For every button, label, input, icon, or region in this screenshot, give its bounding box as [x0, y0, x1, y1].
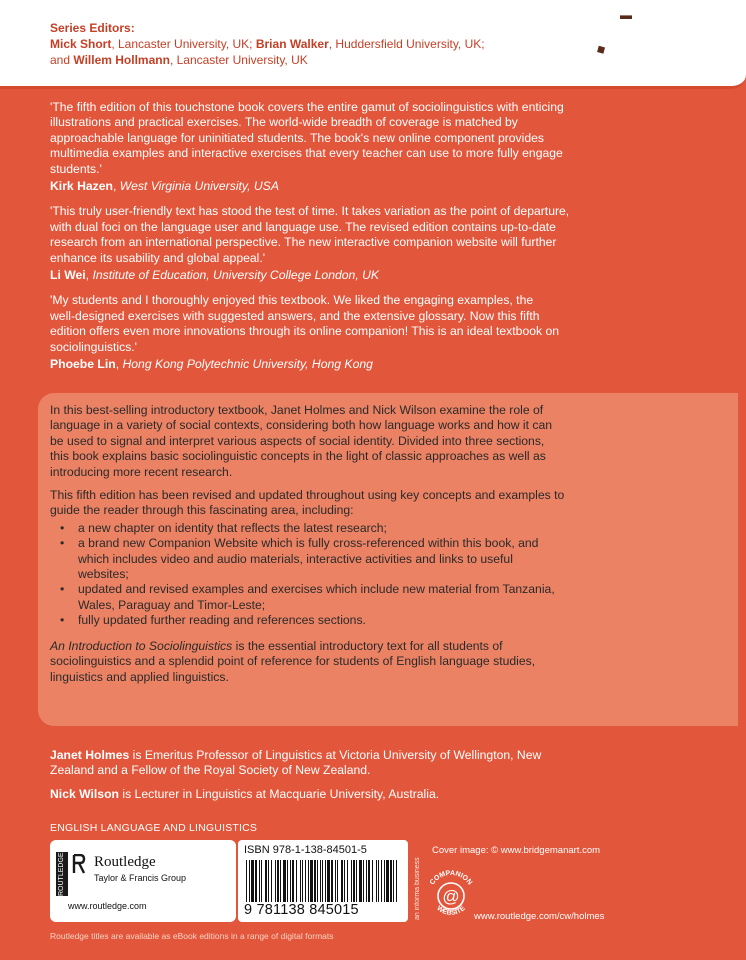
quote-attribution: Kirk Hazen, West Virginia University, USA [50, 179, 279, 194]
quote-affiliation: Hong Kong Polytechnic University, Hong Kong [122, 357, 373, 372]
series-editors [50, 20, 485, 68]
quote-line: approachable language for uninitiated students. The book's new online component provides [50, 130, 545, 145]
quote-line: research from an international perspective. The new interactive companion website will further [50, 235, 557, 250]
editor-name: Mick Short [50, 37, 112, 51]
text-line: updated and revised examples and exercises which include new material from Tanzania, [78, 582, 555, 597]
smudge-mark: ▬ [620, 8, 632, 22]
quote-line: multimedia examples and interactive exercises that every teacher can use to more fully engage [50, 146, 563, 161]
text-line: sociolinguistics and a splendid point of reference for students of English language studies, [50, 654, 536, 669]
review-quote [50, 293, 700, 372]
barcode-number: 9 781138 845015 [244, 902, 359, 918]
bullet-icon: • [60, 613, 65, 628]
description-closing [50, 639, 720, 685]
informa-text: an informa business [414, 857, 421, 920]
book-title: An Introduction to Sociolinguistics [50, 638, 233, 653]
description-panel [38, 393, 738, 726]
review-quote [50, 204, 700, 283]
text-line: a brand new Companion Website which is fully cross-referenced within this book, and [78, 536, 539, 551]
quote-line: students.' [50, 161, 102, 176]
text-line: this book explains basic sociolinguistic concepts in the light of classic approaches as well as [50, 449, 546, 464]
svg-text:COMPANION [429, 870, 473, 887]
quote-author: Kirk Hazen [50, 179, 113, 194]
series-editors-heading: Series Editors: [50, 21, 135, 35]
author-bio [50, 748, 720, 779]
quote-attribution: Phoebe Lin, Hong Kong Polytechnic University, Hong Kong [50, 357, 373, 372]
editor-name: Brian Walker [255, 37, 329, 51]
text-line: linguistics and applied linguistics. [50, 669, 229, 684]
quote-line: enhance its usability and global appeal.' [50, 250, 266, 265]
text-line: Wales, Paraguay and Timor-Leste; [78, 597, 266, 612]
quote-line: with dual foci on the language user and language use. The revised edition contains up-to-date [50, 219, 556, 234]
editor-affiliation: , Lancaster University, UK; [111, 37, 256, 51]
author-name: Janet Holmes [50, 748, 130, 762]
description-paragraph [50, 403, 720, 480]
review-quotes [50, 100, 700, 383]
text-line: In this best-selling introductory textbook, Janet Holmes and Nick Wilson examine the role of [50, 403, 544, 417]
quote-line: 'My students and I thoroughly enjoyed this textbook. We liked the engaging examples, the [50, 293, 534, 308]
list-item [50, 613, 720, 628]
publisher-subtitle: Taylor & Francis Group [94, 873, 187, 883]
ebook-footer: Routledge titles are available as eBook editions in a range of digital formats [50, 931, 334, 941]
website-label: WEBSITE [435, 904, 467, 917]
text-line: which includes video and audio materials, interactive activities and links to useful [78, 551, 513, 566]
text-line: guide the reader through this fascinating area, including: [50, 503, 354, 518]
quote-line: 'This truly user-friendly text has stood the test of time. It takes variation as the point of departure, [50, 204, 570, 219]
text-line: language in a variety of social contexts, considering both how language works and how it can [50, 418, 553, 433]
text-line: introducing more recent research. [50, 464, 233, 479]
quote-line: edition offers even more innovations through its online companion! This is an ideal textbook on [50, 324, 560, 339]
barcode-box [238, 840, 408, 922]
text-line: a new chapter on identity that reflects the latest research; [78, 520, 387, 535]
cover-image-credit: Cover image: © www.bridgemanart.com [432, 845, 601, 856]
companion-url: www.routledge.com/cw/holmes [474, 911, 605, 922]
text-line: is Emeritus Professor of Linguistics at Victoria University of Wellington, New [129, 748, 542, 762]
editor-name: Willem Hollmann [73, 53, 170, 67]
review-quote [50, 100, 700, 194]
quote-attribution: Li Wei, Institute of Education, University College London, UK [50, 268, 380, 283]
author-bios [50, 748, 720, 810]
quote-author: Li Wei [50, 268, 86, 283]
text-line: is Lecturer in Linguistics at Macquarie University, Australia. [118, 786, 440, 801]
routledge-logo-icon [72, 854, 86, 874]
smudge-mark: ◆ [593, 40, 609, 58]
editor-affiliation: , Huddersfield University, UK; [328, 37, 485, 51]
list-item [50, 521, 720, 536]
text-line: is the essential introductory text for all students of [232, 638, 503, 653]
quote-affiliation: Institute of Education, University College London, UK [92, 268, 380, 283]
text-line: This fifth edition has been revised and updated throughout using key concepts and examples to [50, 488, 565, 503]
quote-author: Phoebe Lin [50, 357, 116, 372]
quote-line: sociolinguistics.' [50, 339, 137, 354]
publisher-url: www.routledge.com [68, 901, 147, 911]
bullet-icon: • [60, 536, 65, 551]
text-line: be used to signal and interpret various aspects of social identity. Divided into three sections, [50, 433, 545, 448]
at-symbol-icon: @ [442, 887, 460, 906]
publisher-name: Routledge [94, 854, 156, 870]
text-line: fully updated further reading and references sections. [78, 613, 366, 628]
series-editors-line2 [50, 52, 485, 68]
quote-line: 'The fifth edition of this touchstone book covers the entire gamut of sociolinguistics with enticing [50, 100, 564, 114]
feature-list [50, 521, 720, 629]
bullet-icon: • [60, 582, 65, 597]
companion-website-badge-icon [420, 865, 482, 927]
editor-affiliation: , Lancaster University, UK [169, 53, 308, 67]
barcode-image [244, 860, 402, 902]
companion-label: COMPANION [428, 869, 474, 887]
publisher-logo-box [50, 840, 236, 922]
author-bio [50, 787, 720, 802]
series-label: ENGLISH LANGUAGE AND LINGUISTICS [50, 822, 258, 834]
description-paragraph [50, 488, 720, 519]
quote-line: illustrations and practical exercises. The world-wide breadth of coverage is matched by [50, 115, 518, 130]
series-editors-line1 [50, 36, 485, 52]
text-line: Zealand and a Fellow of the Royal Society of New Zealand. [50, 763, 371, 778]
editor-prefix: and [50, 53, 74, 67]
bullet-icon: • [60, 520, 65, 535]
description-text [50, 403, 720, 693]
text-line: websites; [78, 567, 129, 582]
list-item [50, 536, 720, 582]
series-editors-box [0, 0, 746, 89]
publisher-side-text: ROUTLEDGE [56, 852, 68, 896]
svg-text:WEBSITE [435, 905, 467, 917]
author-name: Nick Wilson [50, 786, 119, 801]
quote-line: well-designed exercises with suggested answers, and the extensive glossary. Now this fifth [50, 308, 540, 323]
list-item [50, 582, 720, 613]
isbn: ISBN 978-1-138-84501-5 [244, 844, 367, 856]
quote-affiliation: West Virginia University, USA [119, 179, 279, 194]
